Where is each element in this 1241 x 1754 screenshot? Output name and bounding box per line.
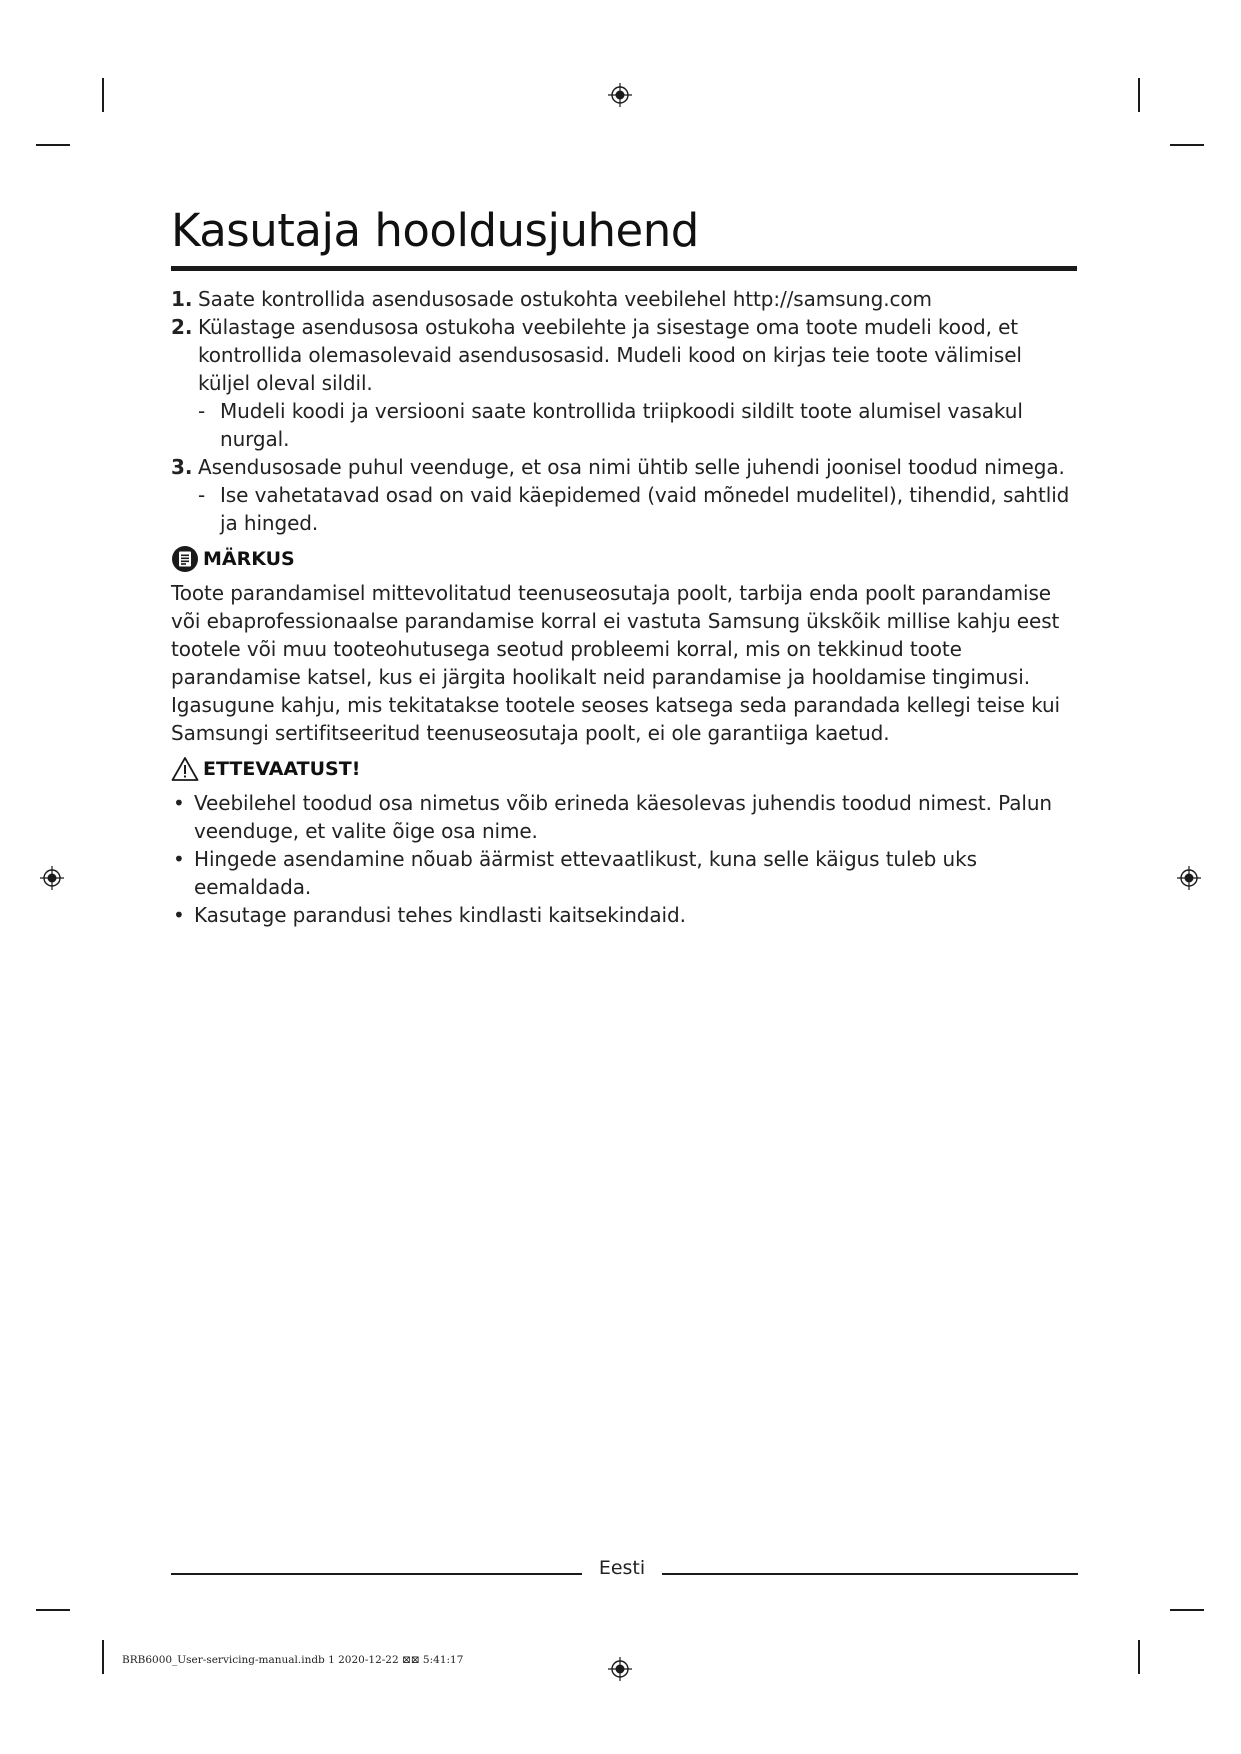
list-item: • Hingede asendamine nõuab äärmist ettevaatlikust, kuna selle käigus tuleb uks eemaldada.: [171, 845, 1077, 901]
crop-mark: [1138, 78, 1140, 112]
crop-mark: [102, 78, 104, 112]
caution-label: ETTEVAATUST!: [203, 758, 361, 780]
note-text: Toote parandamisel mittevolitatud teenuseosutaja poolt, tarbija enda poolt parandamise või ebaprofessionaalse parandamise korral ei vastuta Samsung ükskõik millise kahju eest tootele või muu tooteohutusega seotud probleemi korral, mis on tekkinud toote parandamise katsel, kus ei järgita hoolikalt neid parandamise ja hooldamise tingimusi. Igasugune kahju, mis tekitatakse tootele seoses katsega seda parandada kellegi teise kui Samsungi sertifitseeritud teenuseosutaja poolt, ei ole garantiiga kaetud.: [171, 581, 1061, 745]
crop-mark: [1170, 1609, 1204, 1611]
footer-rule-left: [171, 1573, 582, 1575]
crop-mark: [102, 1640, 104, 1674]
steps-list: [171, 285, 1077, 537]
list-item: • Veebilehel toodud osa nimetus võib erineda käesolevas juhendis toodud nimest. Palun veenduge, et valite õige osa nime.: [171, 789, 1077, 845]
registration-mark-icon: [608, 83, 632, 107]
step-text: Saate kontrollida asendusosade ostukohta veebilehel http://samsung.com: [198, 287, 932, 311]
crop-mark: [1170, 144, 1204, 146]
crop-mark: [36, 144, 70, 146]
title-rule: [171, 266, 1077, 271]
caution-list: [171, 789, 1077, 929]
note-label: MÄRKUS: [203, 548, 295, 570]
step-number: 2.: [171, 315, 193, 339]
page-content: [171, 198, 1077, 929]
footer-language: Eesti: [598, 1557, 646, 1579]
registration-mark-icon: [608, 1657, 632, 1681]
sub-list-item: - Mudeli koodi ja versiooni saate kontrollida triipkoodi sildilt toote alumisel vasakul nurgal.: [198, 397, 1077, 453]
warning-triangle-icon: [171, 756, 199, 782]
crop-mark: [36, 1609, 70, 1611]
step-text: Asendusosade puhul veenduge, et osa nimi ühtib selle juhendi joonisel toodud nimega.: [198, 455, 1065, 479]
step-number: 1.: [171, 287, 193, 311]
caution-heading: [171, 753, 1077, 785]
list-item: [171, 285, 1077, 313]
bullet-text: Veebilehel toodud osa nimetus võib erineda käesolevas juhendis toodud nimest. Palun veenduge, et valite õige osa nime.: [194, 791, 1052, 843]
bullet-text: Kasutage parandusi tehes kindlasti kaitsekindaid.: [194, 903, 686, 927]
sub-step-text: Mudeli koodi ja versiooni saate kontrollida triipkoodi sildilt toote alumisel vasakul nurgal.: [220, 399, 1023, 451]
list-item: [171, 453, 1077, 481]
footer-rule-right: [662, 1573, 1078, 1575]
registration-mark-icon: [1177, 866, 1201, 890]
step-text: Külastage asendusosa ostukoha veebilehte ja sisestage oma toote mudeli kood, et kontrollida olemasolevaid asendusosasid. Mudeli kood on kirjas teie toote välimisel küljel oleval sildil.: [198, 315, 1022, 395]
note-heading: [171, 543, 1077, 575]
bullet-text: Hingede asendamine nõuab äärmist ettevaatlikust, kuna selle käigus tuleb uks eemaldada.: [194, 847, 977, 899]
step-number: 3.: [171, 455, 193, 479]
sub-step-text: Ise vahetatavad osad on vaid käepidemed (vaid mõnedel mudelitel), tihendid, sahtlid ja hinged.: [220, 483, 1070, 535]
crop-mark: [1138, 1640, 1140, 1674]
note-icon: [171, 545, 199, 573]
registration-mark-icon: [40, 866, 64, 890]
list-item: • Kasutage parandusi tehes kindlasti kaitsekindaid.: [171, 901, 1077, 929]
sub-list-item: - Ise vahetatavad osad on vaid käepidemed (vaid mõnedel mudelitel), tihendid, sahtlid ja hinged.: [198, 481, 1077, 537]
page-title: Kasutaja hooldusjuhend: [171, 204, 699, 257]
list-item: [171, 313, 1077, 397]
print-slug: BRB6000_User-servicing-manual.indb 1 2020-12-22 ⊠⊠ 5:41:17: [122, 1654, 464, 1666]
